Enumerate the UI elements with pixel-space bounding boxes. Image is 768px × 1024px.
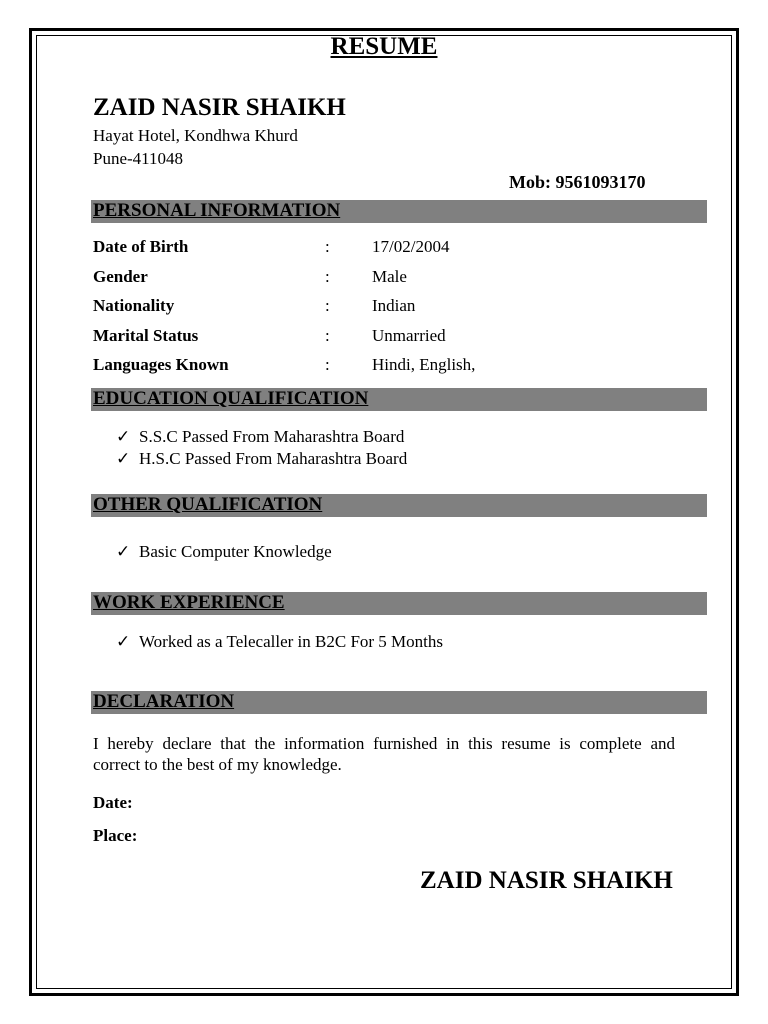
nationality-value: Indian <box>372 296 416 315</box>
check-icon: ✓ <box>116 427 131 446</box>
list-item: ✓ H.S.C Passed From Maharashtra Board <box>116 449 408 468</box>
list-item: ✓ S.S.C Passed From Maharashtra Board <box>116 427 405 446</box>
address-line-2: Pune-411048 <box>93 149 184 168</box>
languages-colon: : <box>325 355 330 374</box>
list-item: ✓ Basic Computer Knowledge <box>116 542 332 561</box>
marital-status-label: Marital Status <box>93 326 199 345</box>
check-icon: ✓ <box>116 632 131 651</box>
place-label: Place: <box>93 826 138 845</box>
section-other-qualification <box>91 494 707 517</box>
marital-status-colon: : <box>325 326 330 345</box>
list-item: ✓ Worked as a Telecaller in B2C For 5 Months <box>116 632 444 651</box>
mobile-number: Mob: 9561093170 <box>509 172 646 192</box>
dob-label: Date of Birth <box>93 237 189 256</box>
gender-label: Gender <box>93 267 148 286</box>
signature-name: ZAID NASIR SHAIKH <box>420 867 673 894</box>
nationality-label: Nationality <box>93 296 175 315</box>
declaration-line-2: correct to the best of my knowledge. <box>93 755 342 774</box>
section-declaration <box>91 691 707 714</box>
address-line-1: Hayat Hotel, Kondhwa Khurd <box>93 126 298 145</box>
gender-value: Male <box>372 267 407 286</box>
resume-title: RESUME <box>330 33 438 60</box>
section-personal-information <box>91 200 707 223</box>
dob-colon: : <box>325 237 330 256</box>
candidate-name: ZAID NASIR SHAIKH <box>93 94 346 121</box>
gender-colon: : <box>325 267 330 286</box>
declaration-line-1: I hereby declare that the information furnished in this resume is complete and <box>93 734 675 753</box>
check-icon: ✓ <box>116 449 131 468</box>
check-icon: ✓ <box>116 542 131 561</box>
dob-value: 17/02/2004 <box>372 237 450 256</box>
languages-label: Languages Known <box>93 355 229 374</box>
section-heading: DECLARATION <box>93 691 235 712</box>
section-heading: PERSONAL INFORMATION <box>93 200 341 221</box>
section-work-experience <box>91 592 707 615</box>
languages-value: Hindi, English, <box>372 355 476 374</box>
date-label: Date: <box>93 793 133 812</box>
section-education-qualification <box>91 388 707 411</box>
declaration-text <box>93 733 675 775</box>
marital-status-value: Unmarried <box>372 326 446 345</box>
section-heading: EDUCATION QUALIFICATION <box>93 388 369 409</box>
section-heading: OTHER QUALIFICATION <box>93 494 323 515</box>
nationality-colon: : <box>325 296 330 315</box>
section-heading: WORK EXPERIENCE <box>93 592 285 613</box>
